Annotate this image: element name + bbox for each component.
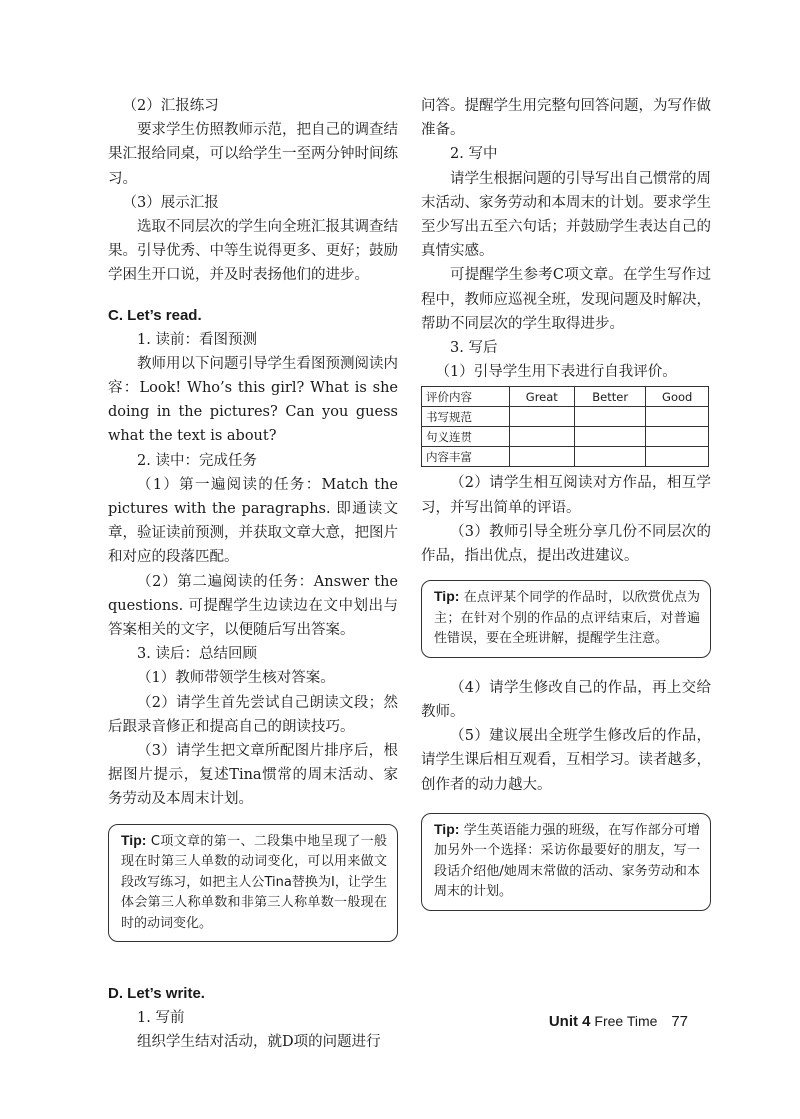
- tip-label: Tip:: [434, 588, 460, 605]
- paragraph: （5）建议展出全班学生修改后的作品，请学生课后相互观看，互相学习。读者越多，创作者的动力越大。: [421, 728, 711, 793]
- step-title: 1. 写前: [137, 1010, 185, 1027]
- tip-box: [421, 580, 711, 658]
- tip-box: [108, 824, 398, 943]
- page-number: 77: [671, 1013, 688, 1030]
- unit-label: Unit 4: [548, 1013, 591, 1030]
- step-title: 3. 写后: [450, 340, 498, 357]
- paragraph: （3）请学生把文章所配图片排序后，根据图片提示，复述Tina惯常的周末活动、家务劳动及本周末计划。: [108, 743, 398, 808]
- left-column: [108, 94, 398, 1055]
- tip-text: C项文章的第一、二段集中地呈现了一般现在时第三人单数的动词变化，可以用来做文段改写练习，如把主人公Tina替换为I，让学生体会第三人称单数和非第三人称单数一般现在时的动词变化。: [121, 833, 388, 931]
- table-header-cell: Better: [575, 387, 646, 407]
- heading-lets-write: D. Let’s write.: [108, 985, 205, 1003]
- paragraph: 请学生根据问题的引导写出自己惯常的周末活动、家务劳动和本周末的计划。要求学生至少写出五至六句话；并鼓励学生表达自己的真情实感。: [421, 170, 711, 260]
- table-header-cell: 评价内容: [422, 387, 510, 407]
- paragraph: 要求学生仿照教师示范，把自己的调查结果汇报给同桌，可以给学生一至两分钟时间练习。: [108, 122, 398, 187]
- paragraph: （1）教师带领学生核对答案。: [137, 670, 335, 687]
- step-title: 1. 读前：看图预测: [137, 331, 257, 348]
- table-cell: 书写规范: [422, 407, 510, 427]
- tip-text: 学生英语能力强的班级，在写作部分可增加另外一个选择：采访你最要好的朋友，写一段话介绍他/她周末常做的活动、家务劳动和本周末的计划。: [434, 822, 700, 900]
- table-header-cell: Great: [509, 387, 574, 407]
- tip-text: 在点评某个同学的作品时，以欣赏优点为主；在针对个别的作品的点评结束后，对普遍性错误，要在全班讲解，提醒学生注意。: [434, 590, 700, 647]
- table-cell: 内容丰富: [422, 447, 510, 467]
- table-row: [422, 447, 709, 467]
- paragraph: （4）请学生修改自己的作品，再上交给教师。: [421, 679, 711, 720]
- table-header-cell: Good: [646, 387, 709, 407]
- paragraph: （2）第二遍阅读的任务：Answer the questions. 可提醒学生边读边在文中划出与答案相关的文字，以便随后写出答案。: [108, 573, 398, 639]
- step-title: 2. 读中：完成任务: [137, 452, 257, 469]
- paragraph: 选取不同层次的学生向全班汇报其调查结果。引导优秀、中等生说得更多、更好；鼓励学困生开口说，并及时表扬他们的进步。: [108, 219, 398, 284]
- heading-lets-read: C. Let’s read.: [108, 306, 202, 324]
- step-title: 3. 读后：总结回顾: [137, 646, 257, 663]
- tip-box: [421, 813, 711, 911]
- page-footer: [549, 1013, 688, 1030]
- right-column: [421, 94, 711, 921]
- paragraph: 组织学生结对活动，就D项的问题进行: [137, 1034, 381, 1051]
- table-row: [422, 407, 709, 427]
- section-title: （2）汇报练习: [122, 98, 219, 114]
- table-cell: 句义连贯: [422, 427, 510, 447]
- step-title: 2. 写中: [450, 146, 498, 163]
- self-evaluation-table: [421, 386, 709, 467]
- paragraph: 教师用以下问题引导学生看图预测阅读内容：Look! Who’s this girl? What is she doing in the pictures? Can you guess what the text is about?: [108, 355, 398, 445]
- paragraph: （3）教师引导全班分享几份不同层次的作品，指出优点，提出改进建议。: [421, 523, 711, 565]
- paragraph: （1）第一遍阅读的任务：Match the pictures with the paragraphs. 即通读文章，验证读前预测，并获取文章大意，把图片和对应的段落匹配。: [108, 476, 398, 566]
- section-title: （3）展示汇报: [122, 194, 219, 211]
- paragraph: 可提醒学生参考C项文章。在学生写作过程中，教师应巡视全班，发现问题及时解决，帮助不同层次的学生取得进步。: [421, 267, 711, 332]
- paragraph: （1）引导学生用下表进行自我评价。: [435, 364, 677, 381]
- tip-label: Tip:: [434, 820, 460, 837]
- paragraph: （2）请学生相互阅读对方作品，相互学习，并写出简单的评语。: [421, 475, 711, 516]
- unit-title: Free Time: [594, 1013, 658, 1029]
- table-row: [422, 427, 709, 447]
- tip-label: Tip:: [121, 831, 147, 848]
- table-header-row: [422, 387, 709, 407]
- paragraph: （2）请学生首先尝试自己朗读文段；然后跟录音修正和提高自己的朗读技巧。: [108, 694, 398, 735]
- paragraph: 问答。提醒学生用完整句回答问题，为写作做准备。: [421, 98, 711, 139]
